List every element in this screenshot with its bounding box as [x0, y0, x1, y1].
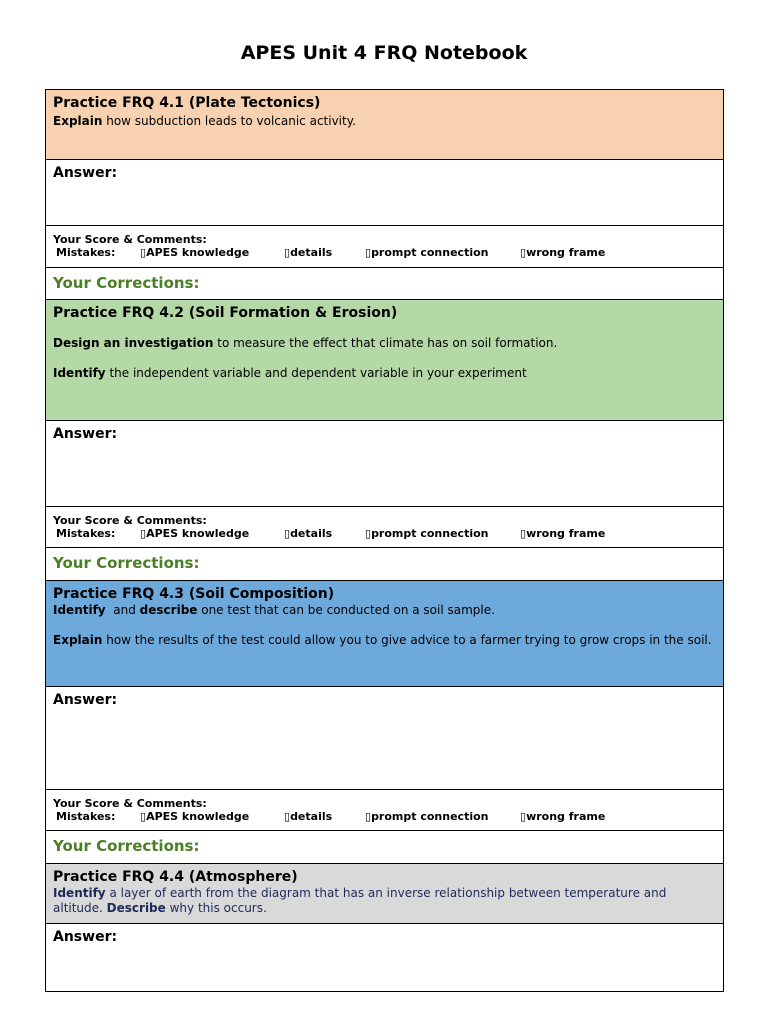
- mistake-checkbox-prompt[interactable]: ▯prompt connection: [365, 527, 489, 540]
- page-title: APES Unit 4 FRQ Notebook: [240, 42, 528, 64]
- score-comments-label: Your Score & Comments:: [53, 797, 207, 810]
- mistake-checkbox-prompt[interactable]: ▯prompt connection: [365, 810, 489, 823]
- mistakes-label: Mistakes:: [56, 527, 116, 540]
- mistakes-label: Mistakes:: [56, 246, 116, 259]
- answer-label: Answer:: [53, 929, 118, 945]
- mistake-checkbox-details[interactable]: ▯details: [284, 527, 333, 540]
- frq-4-2-score: [46, 507, 723, 548]
- frq-instruction: Explain how the results of the test could allow you to give advice to a farmer trying to grow crops in the soil.: [53, 633, 712, 647]
- mistakes-label: Mistakes:: [56, 810, 116, 823]
- score-comments-label: Your Score & Comments:: [53, 514, 207, 527]
- frq-heading: Practice FRQ 4.1 (Plate Tectonics): [53, 95, 321, 111]
- frq-heading: Practice FRQ 4.3 (Soil Composition): [53, 586, 335, 602]
- frq-notebook-table: [45, 89, 724, 992]
- mistakes-row: [53, 527, 716, 540]
- frq-4-3-prompt: [46, 581, 723, 687]
- instruction-text: how subduction leads to volcanic activity.: [102, 114, 356, 128]
- mistake-checkbox-knowledge[interactable]: ▯APES knowledge: [140, 246, 250, 259]
- frq-4-1-score: [46, 226, 723, 268]
- frq-4-2-corrections[interactable]: Your Corrections:: [46, 548, 723, 581]
- mistakes-row: [53, 246, 716, 259]
- frq-4-3-score: [46, 790, 723, 831]
- mistakes-row: [53, 810, 716, 823]
- frq-instruction: Identify the independent variable and dependent variable in your experiment: [53, 366, 527, 380]
- mistake-checkbox-frame[interactable]: ▯wrong frame: [520, 527, 606, 540]
- frq-4-1-answer[interactable]: [46, 160, 723, 226]
- instruction-verb: Explain: [53, 114, 103, 128]
- frq-4-1-prompt: [46, 90, 723, 160]
- frq-instruction: [53, 114, 716, 129]
- mistake-checkbox-prompt[interactable]: ▯prompt connection: [365, 246, 489, 259]
- mistake-checkbox-knowledge[interactable]: ▯APES knowledge: [140, 810, 250, 823]
- frq-4-2-prompt: [46, 300, 723, 421]
- mistake-checkbox-details[interactable]: ▯details: [284, 810, 333, 823]
- frq-4-4-answer[interactable]: [46, 924, 723, 992]
- frq-4-3-answer[interactable]: [46, 687, 723, 790]
- mistake-checkbox-frame[interactable]: ▯wrong frame: [520, 810, 606, 823]
- frq-4-4-prompt: [46, 864, 723, 924]
- answer-label: Answer:: [53, 165, 118, 181]
- frq-instruction: Identify a layer of earth from the diagram that has an inverse relationship between temperature and altitude. Describe why this occurs.: [53, 886, 667, 915]
- frq-4-2-answer[interactable]: [46, 421, 723, 507]
- frq-heading: Practice FRQ 4.2 (Soil Formation & Erosion): [53, 305, 398, 321]
- frq-4-3-corrections[interactable]: Your Corrections:: [46, 831, 723, 864]
- frq-4-1-corrections[interactable]: Your Corrections:: [46, 268, 723, 300]
- answer-label: Answer:: [53, 692, 118, 708]
- frq-instruction: Identify and describe one test that can be conducted on a soil sample.: [53, 603, 495, 617]
- score-comments-label: Your Score & Comments:: [53, 233, 207, 246]
- mistake-checkbox-details[interactable]: ▯details: [284, 246, 333, 259]
- frq-heading: Practice FRQ 4.4 (Atmosphere): [53, 869, 298, 885]
- mistake-checkbox-frame[interactable]: ▯wrong frame: [520, 246, 606, 259]
- frq-instruction: Design an investigation to measure the effect that climate has on soil formation.: [53, 336, 558, 350]
- answer-label: Answer:: [53, 426, 118, 442]
- mistake-checkbox-knowledge[interactable]: ▯APES knowledge: [140, 527, 250, 540]
